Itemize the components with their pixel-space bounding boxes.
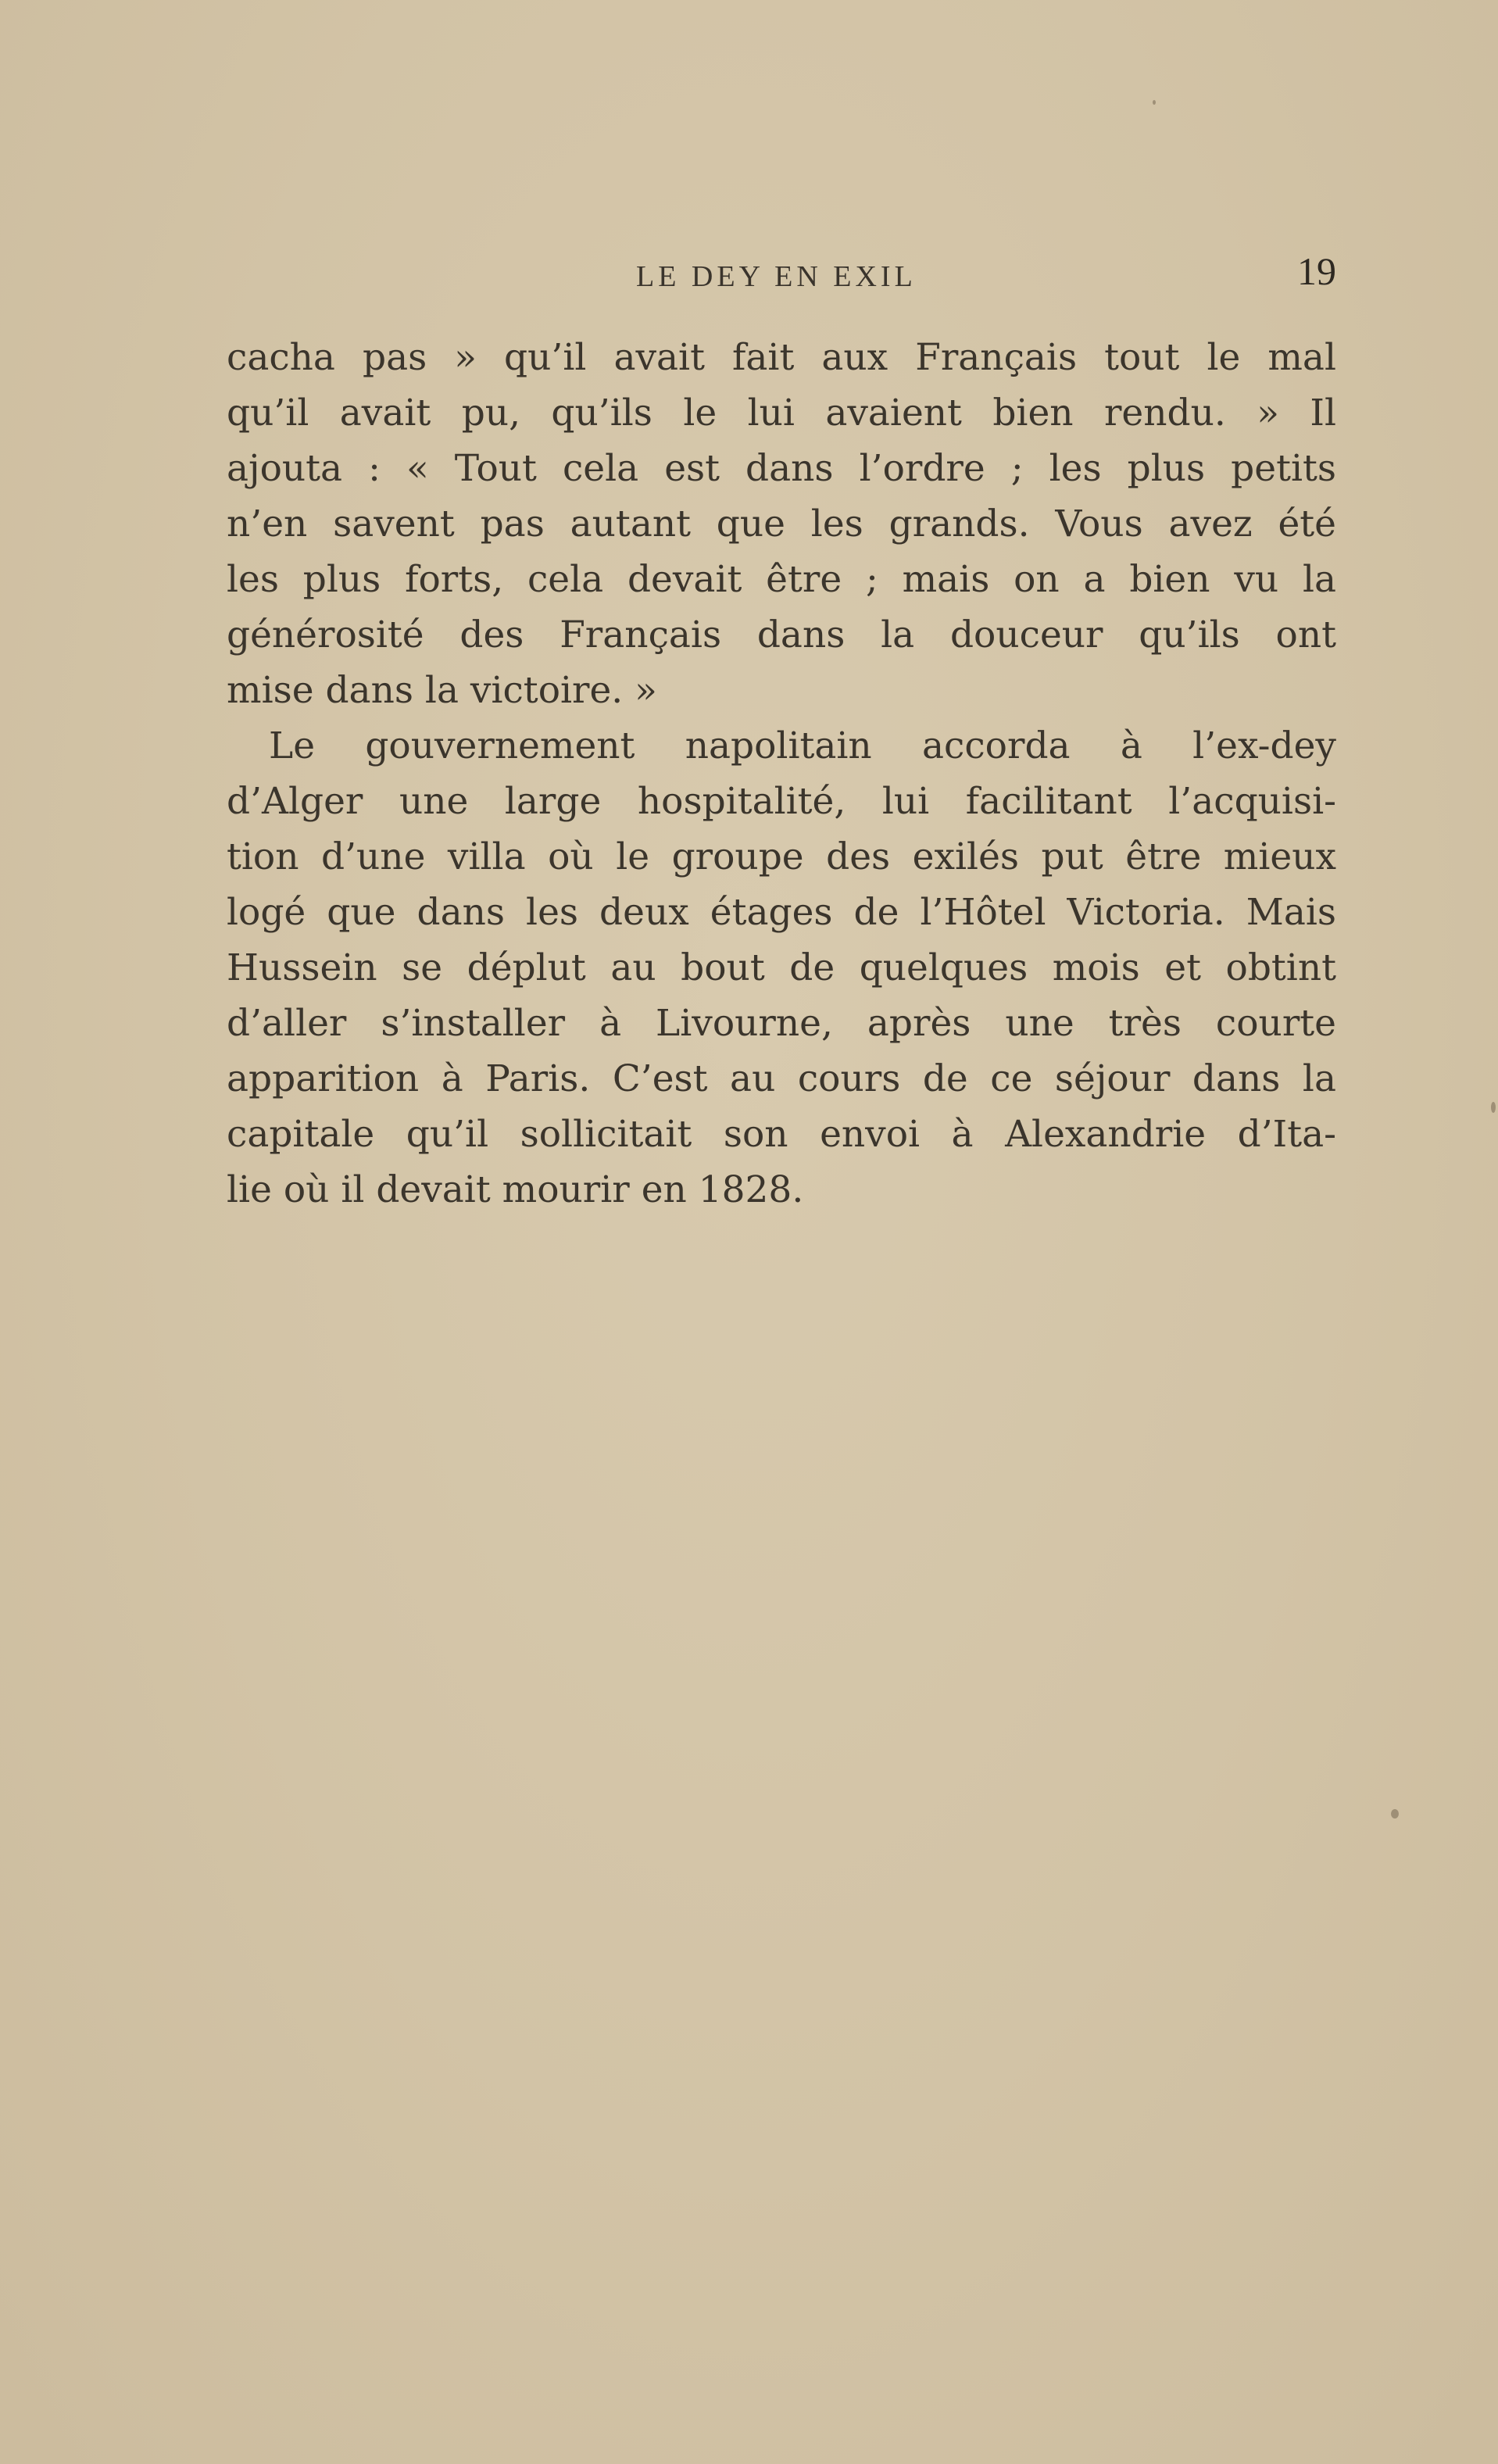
- text-line: capitale qu’il sollicitait son envoi à Alexandrie d’Ita-: [227, 1113, 1336, 1156]
- text-line: qu’il avait pu, qu’ils le lui avaient bien rendu. » Il: [227, 392, 1336, 435]
- text-line: mise dans la victoire. »: [227, 669, 657, 712]
- running-title: LE DEY EN EXIL: [636, 260, 917, 293]
- text-line: les plus forts, cela devait être ; mais on a bien vu la: [227, 558, 1336, 601]
- text-line: tion d’une villa où le groupe des exilés put être mieux: [227, 835, 1336, 878]
- paper-speck: [1391, 1809, 1399, 1818]
- text-line: d’Alger une large hospitalité, lui facilitant l’acquisi-: [227, 780, 1336, 823]
- text-line: Hussein se déplut au bout de quelques mois et obtint: [227, 946, 1336, 989]
- page-number: 19: [1297, 249, 1336, 293]
- body-text: [227, 330, 1336, 1218]
- text-line: n’en savent pas autant que les grands. Vous avez été: [227, 502, 1336, 545]
- text-line: cacha pas » qu’il avait fait aux Français tout le mal: [227, 336, 1336, 379]
- text-line: ajouta : « Tout cela est dans l’ordre ; les plus petits: [227, 447, 1336, 490]
- text-line: générosité des Français dans la douceur qu’ils ont: [227, 613, 1336, 656]
- text-line: apparition à Paris. C’est au cours de ce séjour dans la: [227, 1057, 1336, 1100]
- paper-speck: [1491, 1102, 1496, 1113]
- text-line: logé que dans les deux étages de l’Hôtel Victoria. Mais: [227, 891, 1336, 934]
- paper-speck: [1153, 100, 1156, 105]
- text-line: Le gouvernement napolitain accorda à l’ex-dey: [269, 724, 1336, 767]
- text-line: d’aller s’installer à Livourne, après une très courte: [227, 1002, 1336, 1045]
- text-line: lie où il devait mourir en 1828.: [227, 1168, 804, 1211]
